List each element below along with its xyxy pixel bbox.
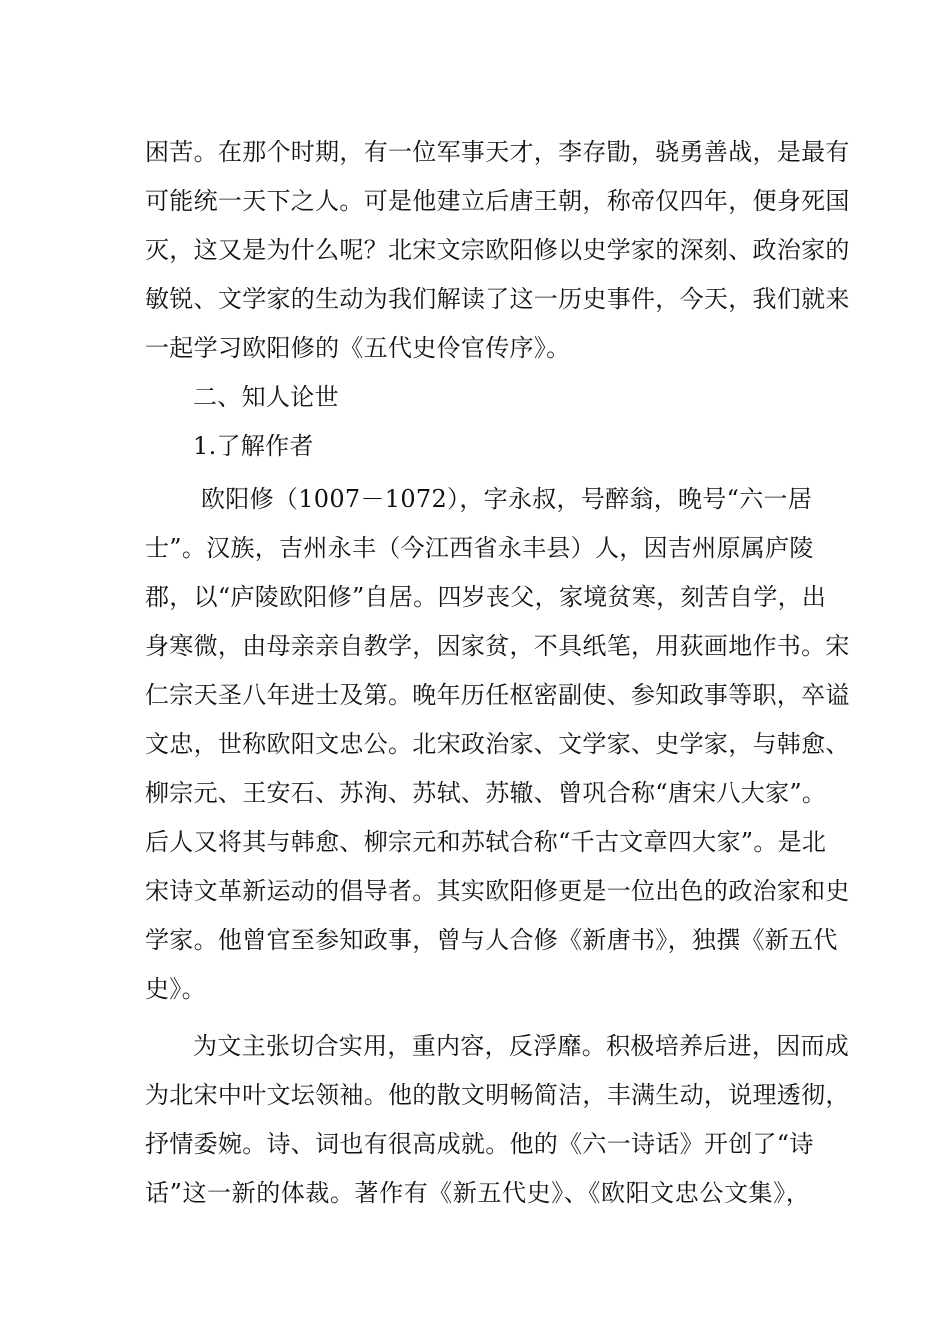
text-line: 敏锐、文学家的生动为我们解读了这一历史事件，今天，我们就来 xyxy=(145,285,850,313)
text-line: 后人又将其与韩愈、柳宗元和苏轼合称“千古文章四大家”。是北 xyxy=(145,828,827,856)
text-line: 一起学习欧阳修的《五代史伶官传序》。 xyxy=(145,334,571,362)
text-line: 话”这一新的体裁。著作有《新五代史》、《欧阳文忠公文集》， xyxy=(145,1179,810,1207)
text-line: 文忠，世称欧阳文忠公。北宋政治家、文学家、史学家，与韩愈、 xyxy=(145,730,850,758)
text-line: 郡，以“庐陵欧阳修”自居。四岁丧父，家境贫寒，刻苦自学，出 xyxy=(145,583,827,611)
text-line: 为文主张切合实用，重内容，反浮靡。积极培养后进，因而成 xyxy=(193,1032,850,1060)
text-line: 宋诗文革新运动的倡导者。其实欧阳修更是一位出色的政治家和史 xyxy=(145,877,850,905)
style-paragraph xyxy=(145,1022,850,1218)
text-line: 可能统一天下之人。可是他建立后唐王朝，称帝仅四年，便身死国 xyxy=(145,187,850,215)
subsection-heading: 1.了解作者 xyxy=(193,432,314,460)
section-heading: 二、知人论世 xyxy=(193,383,339,411)
text-line: 仁宗天圣八年进士及第。晚年历任枢密副使、参知政事等职，卒谥 xyxy=(145,681,850,709)
text-line: 史》。 xyxy=(145,975,206,1003)
text-line: 学家。他曾官至参知政事，曾与人合修《新唐书》，独撰《新五代 xyxy=(145,926,838,954)
author-paragraph xyxy=(145,475,850,1014)
intro-paragraph xyxy=(145,128,850,373)
text-line: 困苦。在那个时期，有一位军事天才，李存勖，骁勇善战，是最有 xyxy=(145,138,850,166)
text-line: 欧阳修（1007－1072），字永叔，号醉翁，晚号“六一居 xyxy=(201,485,813,513)
text-line: 灭，这又是为什么呢？北宋文宗欧阳修以史学家的深刻、政治家的 xyxy=(145,236,850,264)
text-line: 为北宋中叶文坛领袖。他的散文明畅简洁，丰满生动，说理透彻， xyxy=(145,1081,850,1109)
text-line: 身寒微，由母亲亲自教学，因家贫，不具纸笔，用荻画地作书。宋 xyxy=(145,632,850,660)
text-line: 士”。汉族，吉州永丰（今江西省永丰县）人，因吉州原属庐陵 xyxy=(145,534,814,562)
text-line: 柳宗元、王安石、苏洵、苏轼、苏辙、曾巩合称“唐宋八大家”。 xyxy=(145,779,827,807)
text-line: 抒情委婉。诗、词也有很高成就。他的《六一诗话》开创了“诗 xyxy=(145,1130,814,1158)
subsection-heading-block xyxy=(145,422,810,471)
section-heading-block xyxy=(145,373,810,422)
